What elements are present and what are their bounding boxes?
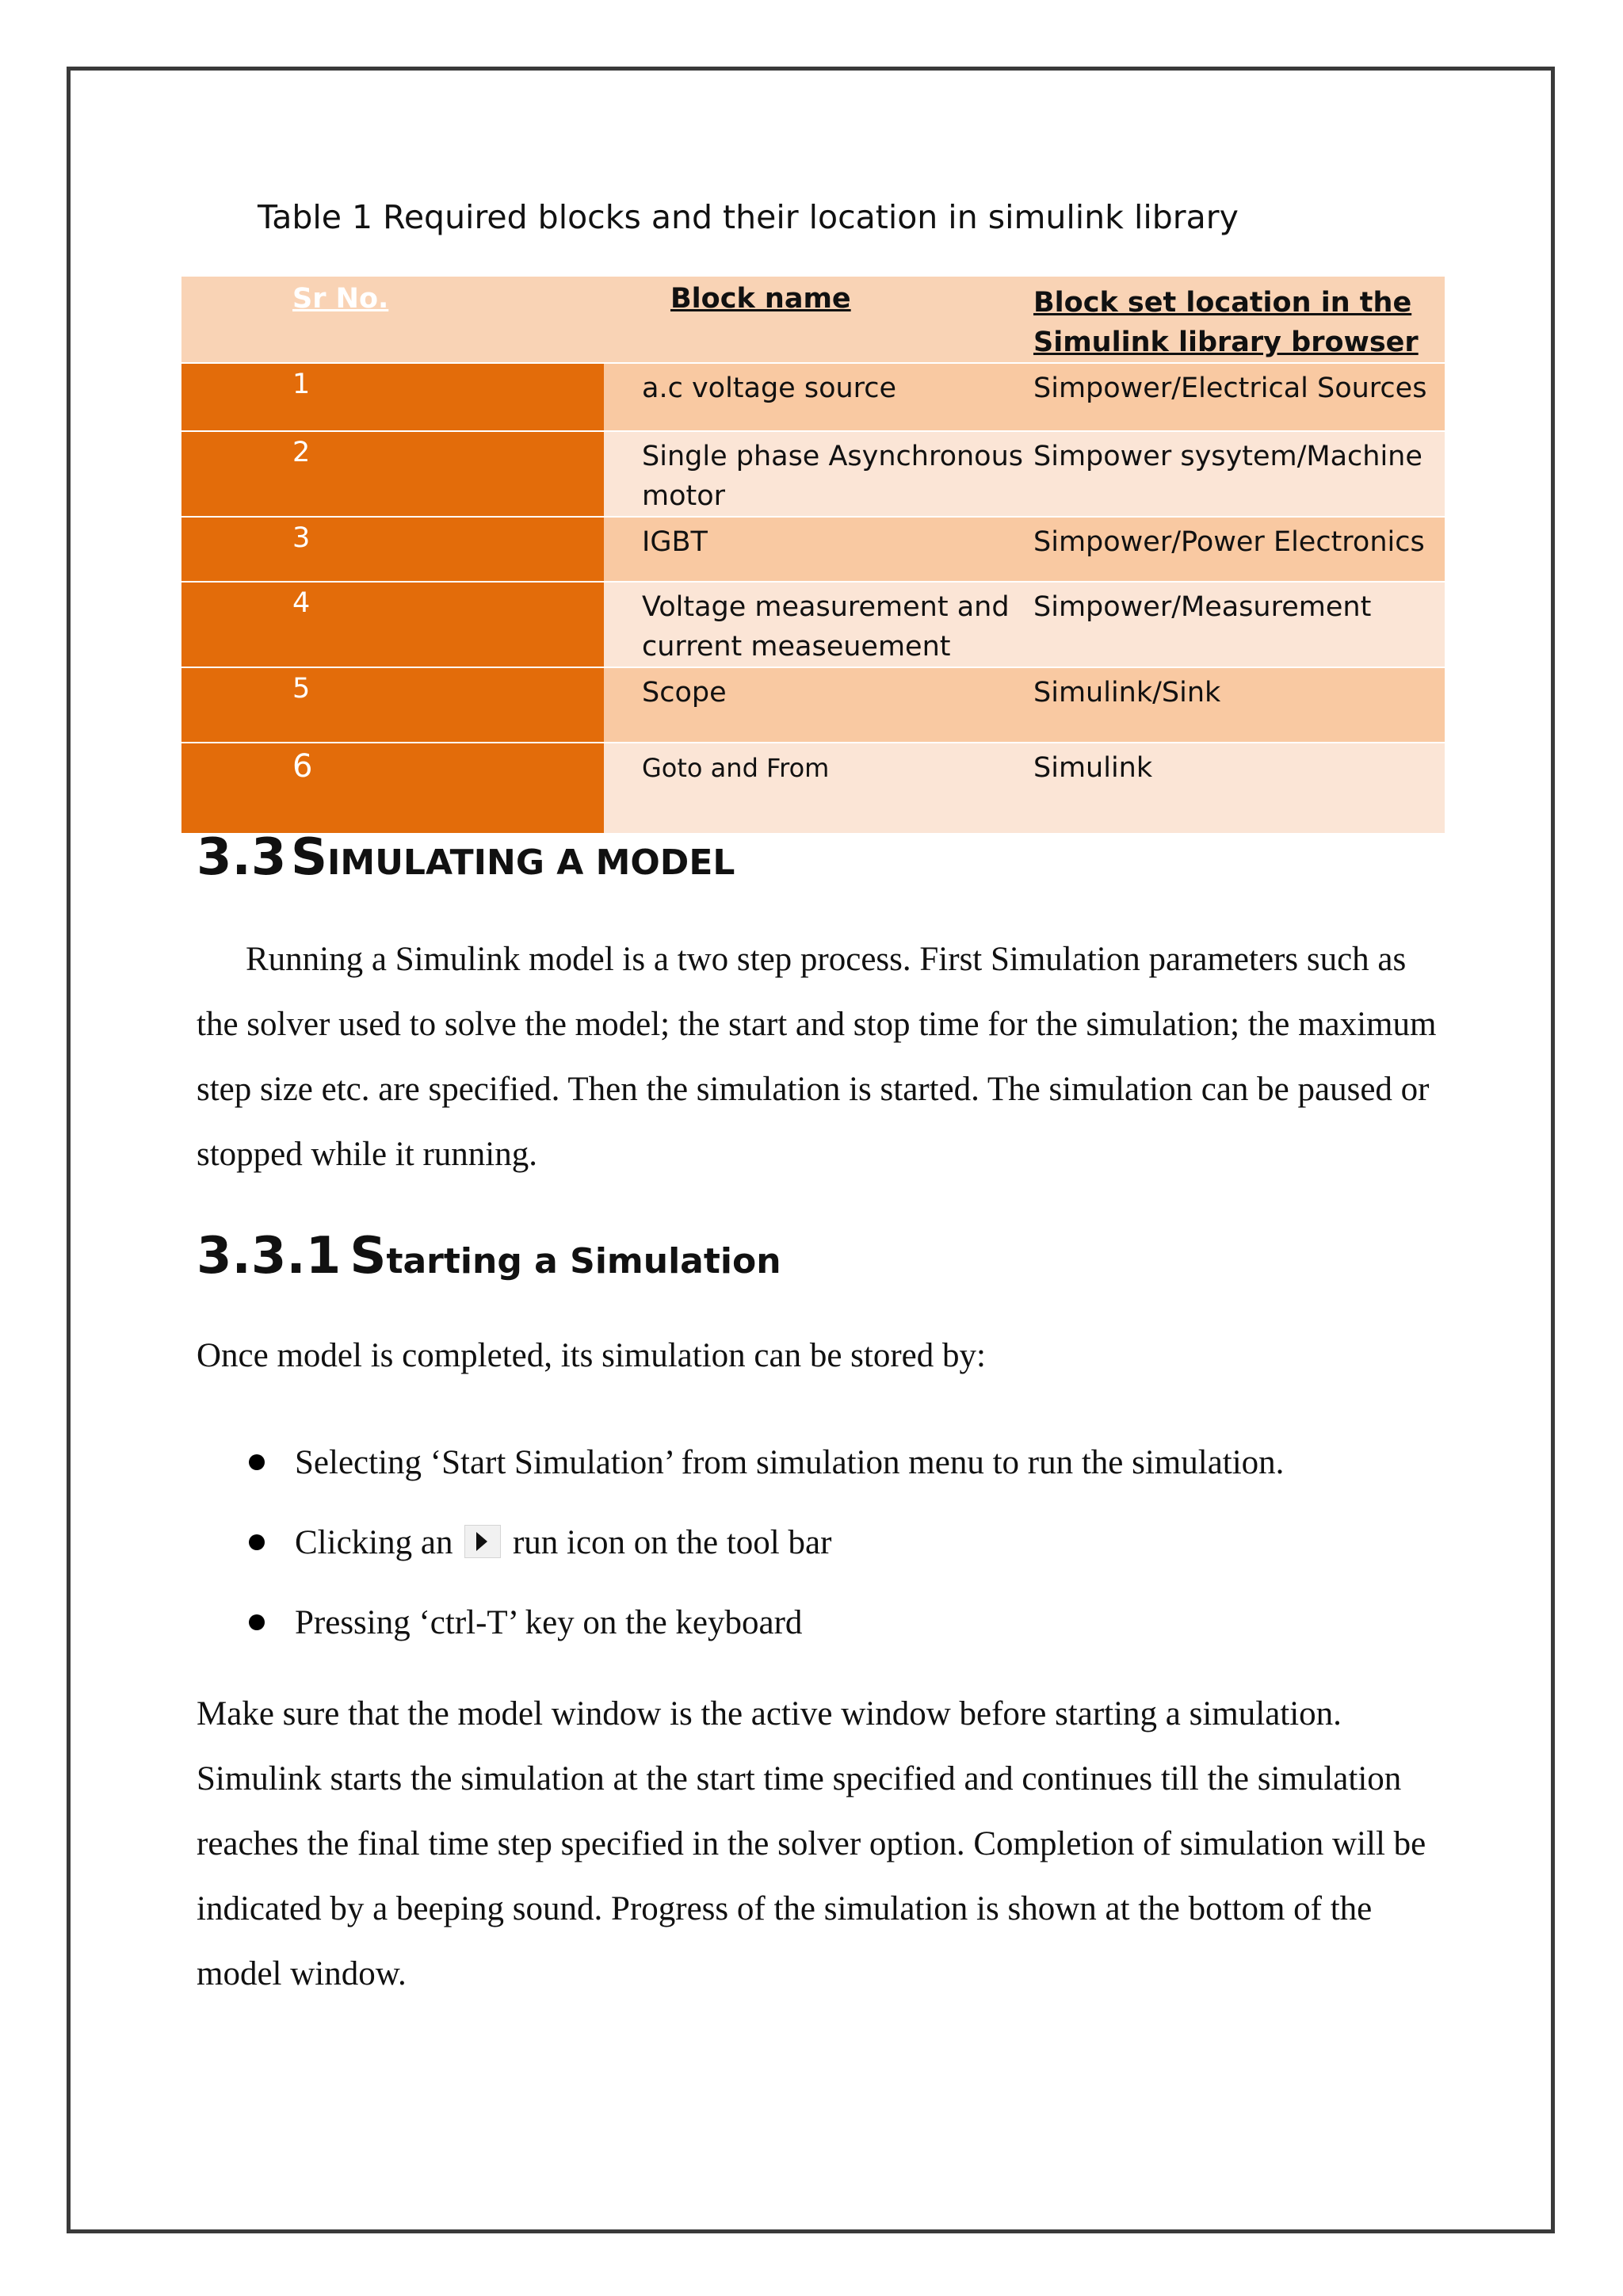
subsection-title-rest: tarting a Simulation: [386, 1241, 781, 1282]
block-name-cell: Scope: [604, 667, 1024, 743]
bullet-text: Selecting ‘Start Simulation’ from simulation menu to run the simulation.: [295, 1444, 1285, 1481]
sr-cell: 3: [181, 517, 604, 582]
sr-cell: 6: [181, 743, 604, 834]
section-title-initial: S: [290, 828, 328, 887]
table-caption: Table 1 Required blocks and their location in simulink library: [258, 198, 1239, 236]
table-row: [181, 743, 1445, 834]
sr-cell: 5: [181, 667, 604, 743]
block-name-cell: IGBT: [604, 517, 1024, 582]
section-heading: [197, 828, 735, 887]
block-name-cell: Voltage measurement and current measeuement: [604, 582, 1024, 667]
block-name-cell: a.c voltage source: [604, 363, 1024, 431]
table-header-row: [181, 277, 1445, 363]
bullet-text: run icon on the tool bar: [512, 1524, 832, 1561]
section-title-rest: IMULATING A MODEL: [327, 842, 735, 883]
bullet-text: Clicking an: [295, 1524, 453, 1561]
header-block-location: Block set location in the Simulink library browser: [1024, 277, 1445, 363]
closing-paragraph: Make sure that the model window is the active window before starting a simulation. Simulink starts the simulation at the start time specified and continues till the simulation reaches the final time step specified in the solver option. Completion of simulation will be indicated by a beeping sound. Progress of the simulation is shown at the bottom of the model window.: [197, 1695, 1426, 1992]
subsection-intro: Once model is completed, its simulation can be stored by:: [197, 1337, 986, 1374]
sr-cell: 2: [181, 431, 604, 517]
bullet-icon: [249, 1454, 265, 1470]
bullet-list: [246, 1431, 1284, 1671]
block-name-cell: Single phase Asynchronous motor: [604, 431, 1024, 517]
block-name-cell: Goto and From: [604, 743, 1024, 834]
bullet-icon: [249, 1534, 265, 1550]
list-item: [246, 1591, 1284, 1671]
header-sr-no: Sr No.: [181, 277, 604, 363]
sr-cell: 4: [181, 582, 604, 667]
header-block-name: Block name: [604, 277, 1024, 363]
sr-cell: 1: [181, 363, 604, 431]
bullet-icon: [249, 1614, 265, 1630]
subsection-title-initial: S: [349, 1227, 387, 1286]
table-row: [181, 431, 1445, 517]
location-cell: Simpower/Measurement: [1024, 582, 1445, 667]
bullet-text: Pressing ‘ctrl-T’ key on the keyboard: [295, 1604, 803, 1641]
run-icon: [464, 1525, 501, 1558]
list-item: [246, 1511, 1284, 1591]
table-row: [181, 667, 1445, 743]
subsection-number: 3.3.1: [197, 1227, 342, 1286]
table-row: [181, 582, 1445, 667]
location-cell: Simpower sysytem/Machine: [1024, 431, 1445, 517]
section-number: 3.3: [197, 828, 287, 887]
list-item: [246, 1431, 1284, 1511]
location-cell: Simulink/Sink: [1024, 667, 1445, 743]
location-cell: Simpower/Power Electronics: [1024, 517, 1445, 582]
location-cell: Simulink: [1024, 743, 1445, 834]
blocks-table: [181, 277, 1445, 835]
table-row: [181, 363, 1445, 431]
location-cell: Simpower/Electrical Sources: [1024, 363, 1445, 431]
section-paragraph: Running a Simulink model is a two step process. First Simulation parameters such as the solver used to solve the model; the start and stop time for the simulation; the maximum step size etc. are specified. Then the simulation is started. The simulation can be paused or stopped while it running.: [197, 941, 1437, 1173]
table-row: [181, 517, 1445, 582]
subsection-heading: [197, 1227, 781, 1286]
